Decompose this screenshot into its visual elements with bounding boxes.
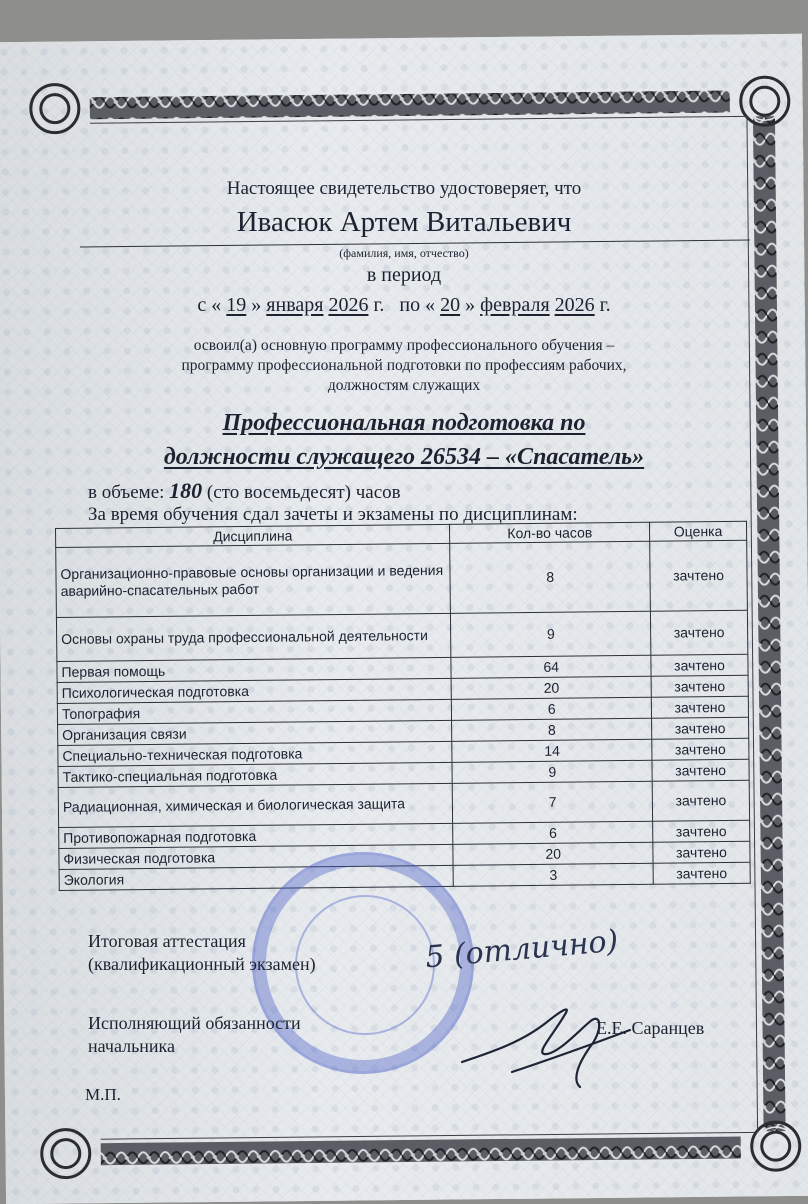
discipline-hours: 9 — [452, 760, 652, 783]
program-description — [0, 336, 808, 396]
discipline-grade: зачтено — [652, 780, 749, 821]
profession-line: Профессиональная подготовка по — [222, 410, 586, 436]
period-to-suffix: г. — [599, 294, 611, 316]
certificate-intro: Настоящее свидетельство удостоверяет, что — [226, 178, 582, 199]
discipline-hours: 9 — [451, 611, 651, 657]
discipline-hours: 6 — [453, 821, 653, 844]
discipline-hours: 20 — [453, 842, 653, 865]
discipline-grade: зачтено — [653, 841, 750, 863]
volume-suffix: (сто восемьдесят) часов — [206, 482, 401, 503]
period-from-day: 19 — [226, 294, 247, 316]
discipline-name: Топография — [57, 699, 452, 724]
discipline-grade: зачтено — [652, 738, 749, 760]
profession-line: должности служащего 26534 – «Спасатель» — [163, 444, 645, 470]
discipline-hours: 8 — [452, 718, 652, 741]
discipline-grade: зачтено — [653, 862, 750, 884]
final-attestation-line: Итоговая аттестация — [88, 931, 246, 951]
period-from-prefix: с « — [197, 294, 222, 316]
column-header-hours: Кол-во часов — [450, 522, 650, 543]
discipline-grade: зачтено — [652, 717, 749, 739]
holder-full-name: Ивасюк Артем Витальевич — [236, 206, 572, 238]
signer-title-line: Исполняющий обязанности — [88, 1013, 301, 1033]
discipline-hours: 20 — [452, 676, 652, 699]
volume-hours: 180 — [169, 478, 203, 503]
profession-title — [0, 406, 808, 474]
column-header-discipline: Дисциплина — [56, 524, 451, 547]
discipline-name: Экология — [59, 865, 454, 890]
final-attestation-label — [88, 930, 388, 976]
exams-intro: За время обучения сдал зачеты и экзамены по дисциплинам: — [88, 504, 578, 525]
discipline-hours: 3 — [453, 863, 653, 886]
discipline-name: Организационно-правовые основы организации и ведения аварийно-спасательных работ — [56, 543, 451, 617]
signer-title-line: начальника — [88, 1036, 176, 1056]
period-to-month: февраля — [480, 294, 550, 316]
discipline-hours: 7 — [453, 781, 653, 823]
final-attestation-line: (квалификационный экзамен) — [88, 954, 316, 974]
discipline-grade: зачтено — [650, 610, 747, 655]
discipline-name: Первая помощь — [57, 657, 452, 682]
discipline-name: Основы охраны труда профессиональной деятельности — [56, 613, 451, 661]
training-period — [0, 294, 808, 317]
period-from-suffix: г. — [373, 294, 385, 316]
discipline-hours: 8 — [450, 541, 650, 613]
period-to-year: 2026 — [554, 294, 595, 316]
discipline-name: Физическая подготовка — [59, 844, 454, 869]
signer-name: Е.Е. Саранцев — [596, 1018, 705, 1038]
discipline-grade: зачтено — [651, 675, 748, 697]
column-header-grade: Оценка — [650, 521, 747, 541]
discipline-name: Противопожарная подготовка — [59, 823, 454, 848]
discipline-grade: зачтено — [650, 540, 748, 611]
period-label: в период — [366, 264, 442, 286]
table-row — [56, 610, 747, 661]
signer-title — [88, 1012, 388, 1058]
signature — [452, 992, 632, 1092]
seal-place-label: М.П. — [85, 1085, 121, 1104]
full-name-caption: (фамилия, имя, отчество) — [339, 246, 469, 260]
period-to-prefix: по « — [399, 294, 436, 316]
discipline-grade: зачтено — [653, 820, 750, 842]
discipline-grade: зачтено — [651, 696, 748, 718]
period-to-mid: » — [465, 294, 476, 316]
discipline-name: Тактико-специальная подготовка — [58, 762, 453, 787]
discipline-hours: 14 — [452, 739, 652, 762]
period-from-mid: » — [251, 294, 262, 316]
discipline-name: Специально-техническая подготовка — [58, 741, 453, 766]
period-from-year: 2026 — [328, 294, 369, 316]
discipline-grade: зачтено — [651, 654, 748, 676]
table-row — [56, 540, 748, 617]
period-from-month: января — [266, 294, 324, 316]
program-line: освоил(а) основную программу профессионального обучения – — [193, 337, 615, 354]
volume-prefix: в объеме: — [88, 482, 165, 503]
discipline-name: Радиационная, химическая и биологическая защита — [58, 783, 453, 827]
final-attestation-result: 5 (отлично) — [423, 923, 620, 976]
discipline-name: Организация связи — [58, 720, 453, 745]
disciplines-table — [55, 521, 751, 891]
training-volume — [88, 478, 401, 504]
discipline-grade: зачтено — [652, 759, 749, 781]
program-line: должностям служащих — [327, 377, 481, 394]
discipline-hours: 64 — [451, 655, 651, 678]
discipline-hours: 6 — [452, 697, 652, 720]
program-line: программу профессиональной подготовки по профессиям рабочих, — [181, 357, 627, 374]
period-to-day: 20 — [440, 294, 461, 316]
discipline-name: Психологическая подготовка — [57, 678, 452, 703]
